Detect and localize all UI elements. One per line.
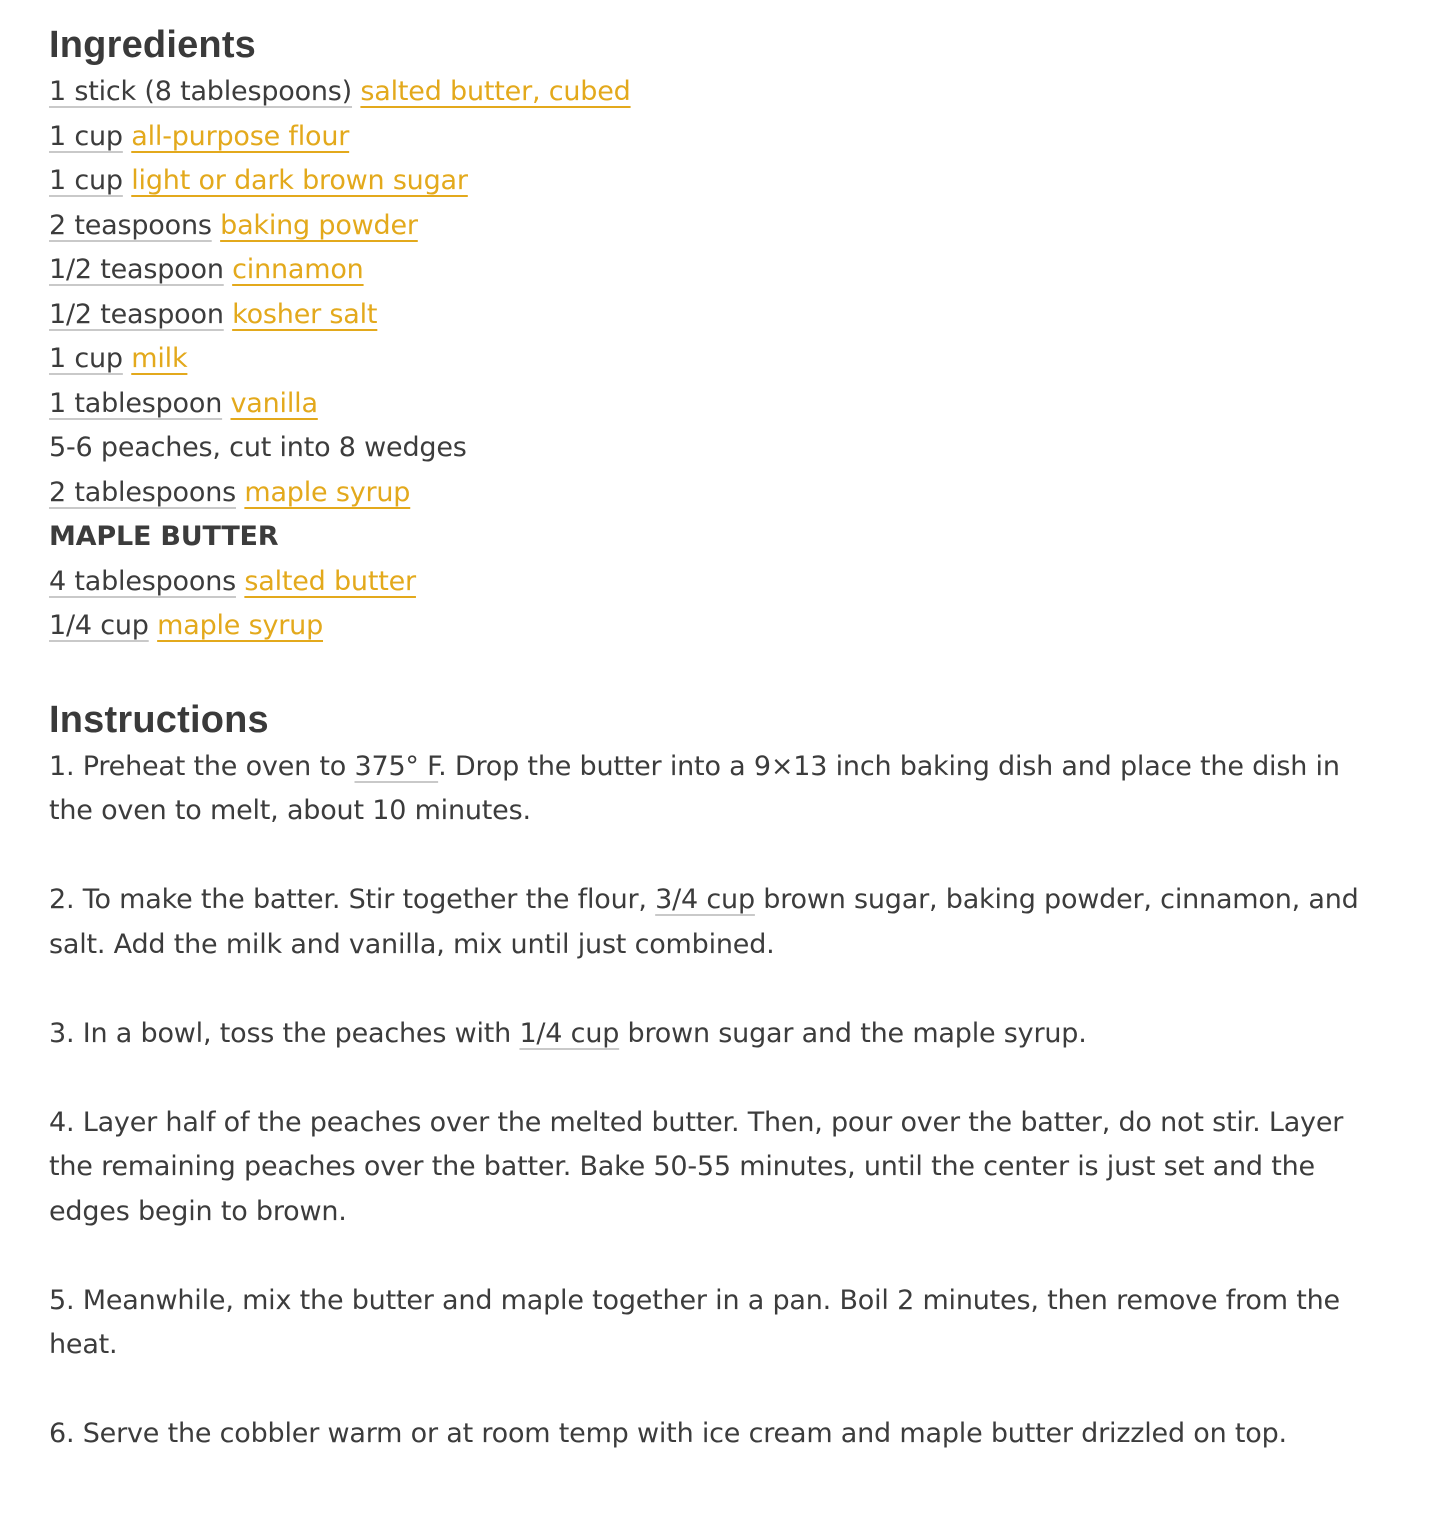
ingredient-quantity: 1 stick (8 tablespoons)	[49, 76, 353, 107]
ingredient-item	[49, 382, 1392, 427]
step-text: brown sugar and the maple syrup.	[619, 1017, 1087, 1049]
ingredient-link-maple-syrup[interactable]: maple syrup	[244, 476, 411, 508]
ingredient-item	[49, 426, 1392, 471]
instructions-list	[49, 745, 1392, 1457]
ingredient-quantity: 1/4 cup	[49, 610, 149, 641]
ingredient-item	[49, 293, 1392, 338]
ingredient-link-maple-syrup-butter[interactable]: maple syrup	[157, 610, 324, 641]
ingredient-item	[49, 159, 1392, 204]
ingredient-link-milk[interactable]: milk	[131, 343, 188, 374]
ingredient-item	[49, 471, 1392, 516]
ingredient-item	[49, 604, 1392, 649]
ingredients-list	[49, 70, 1392, 649]
step-quantity: 1/4 cup	[519, 1017, 620, 1049]
step-text: 3. In a bowl, toss the peaches with	[49, 1017, 520, 1049]
step-text: 2. To make the batter. Stir together the flour,	[49, 884, 656, 915]
ingredient-quantity: 2 teaspoons	[49, 209, 212, 241]
ingredient-link-salted-butter-cubed[interactable]: salted butter, cubed	[360, 76, 631, 107]
ingredient-quantity: 4 tablespoons	[49, 565, 236, 597]
instruction-step-3	[49, 1012, 1389, 1057]
ingredient-quantity: 1/2 teaspoon	[49, 298, 224, 330]
instructions-heading: Instructions	[49, 698, 269, 741]
ingredient-item	[49, 560, 1392, 605]
step-text: brown sugar, baking powder, cinnamon, and salt. Add the milk and vanilla, mix until just combined.	[49, 884, 1359, 960]
ingredient-link-salted-butter[interactable]: salted butter	[244, 565, 416, 597]
instruction-step-6: 6. Serve the cobbler warm or at room temp with ice cream and maple butter drizzled on top.	[49, 1418, 1287, 1449]
step-quantity: 3/4 cup	[655, 884, 755, 915]
ingredient-item	[49, 248, 1392, 293]
ingredient-quantity: 1 cup	[49, 165, 123, 196]
instruction-step-4: 4. Layer half of the peaches over the melted butter. Then, pour over the batter, do not stir. Layer the remaining peaches over the batter. Bake 50-55 minutes, until the center is just set and the edges begin to brown.	[49, 1106, 1344, 1227]
ingredient-link-all-purpose-flour[interactable]: all-purpose flour	[131, 120, 350, 152]
ingredient-link-vanilla[interactable]: vanilla	[230, 387, 318, 419]
ingredient-link-cinnamon[interactable]: cinnamon	[232, 254, 364, 285]
ingredient-quantity: 2 tablespoons	[49, 476, 236, 508]
oven-temperature: 375° F	[354, 750, 439, 782]
instruction-step-1	[49, 745, 1389, 834]
ingredient-quantity: 1/2 teaspoon	[49, 254, 224, 285]
ingredient-quantity: 1 cup	[49, 343, 123, 374]
ingredient-quantity: 1 tablespoon	[49, 387, 223, 419]
ingredient-quantity: 1 cup	[49, 120, 123, 152]
ingredient-item	[49, 337, 1392, 382]
instruction-step-2	[49, 878, 1389, 967]
ingredient-link-baking-powder[interactable]: baking powder	[220, 209, 418, 241]
ingredient-item	[49, 115, 1392, 160]
ingredient-link-kosher-salt[interactable]: kosher salt	[232, 298, 378, 330]
ingredients-heading: Ingredients	[49, 24, 257, 66]
instruction-step-5: 5. Meanwhile, mix the butter and maple together in a pan. Boil 2 minutes, then remove from the heat.	[49, 1284, 1340, 1360]
ingredient-item	[49, 70, 1392, 115]
ingredient-text: 5-6 peaches, cut into 8 wedges	[49, 432, 467, 463]
ingredient-subsection-title: MAPLE BUTTER	[49, 521, 279, 552]
step-text: 1. Preheat the oven to	[49, 750, 355, 782]
ingredient-item	[49, 204, 1392, 249]
ingredient-link-brown-sugar[interactable]: light or dark brown sugar	[131, 165, 468, 196]
step-text: . Drop the butter into a 9×13 inch baking dish and place the dish in the oven to melt, about 10 minutes.	[49, 750, 1340, 826]
